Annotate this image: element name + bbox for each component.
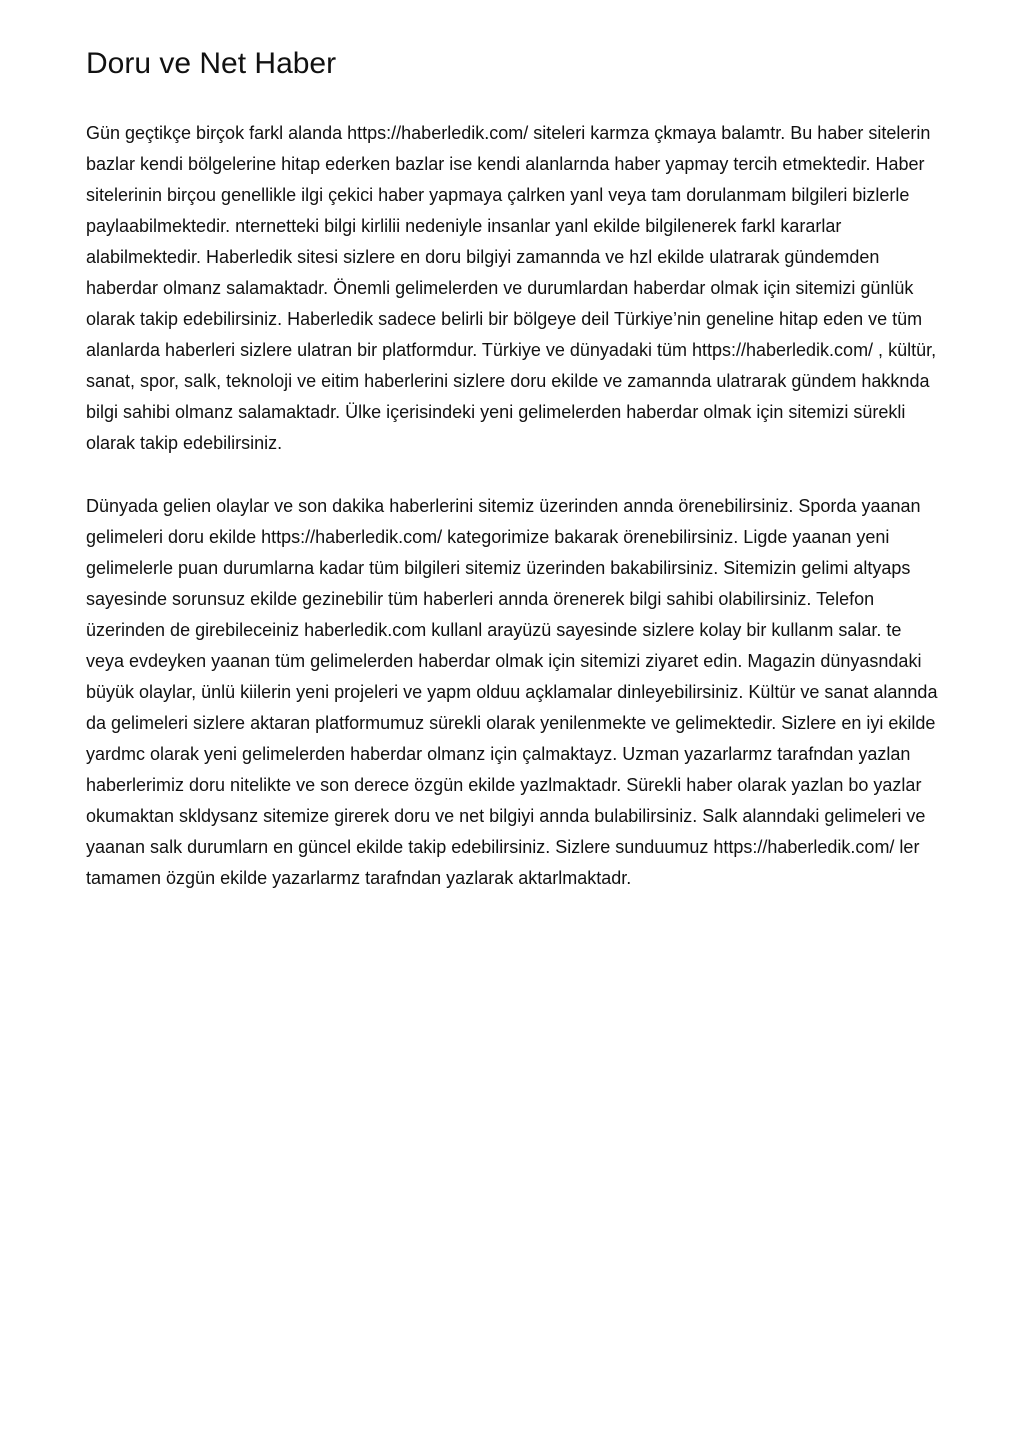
document-page [86,44,946,926]
paragraph-1: Gün geçtikçe birçok farkl alanda https://haberledik.com/ siteleri karmza çkmaya balamtr. Bu haber sitelerin bazlar kendi bölgelerine hitap ederken bazlar ise kendi alanlarnda haber yapmay tercih etmektedir. Haber sitelerinin birçou genellikle ilgi çekici haber yapmaya çalrken yanl veya tam dorulanmam bilgileri bizlerle paylaabilmektedir. nternetteki bilgi kirlilii nedeniyle insanlar yanl ekilde bilgilenerek farkl kararlar alabilmektedir. Haberledik sitesi sizlere en doru bilgiyi zamannda ve hzl ekilde ulatrarak gündemden haberdar olmanz salamaktadr. Önemli gelimelerden ve durumlardan haberdar olmak için sitemizi günlük olarak takip edebilirsiniz. Haberledik sadece belirli bir bölgeye deil Türkiye’nin geneline hitap eden ve tüm alanlarda haberleri sizlere ulatran bir platformdur. Türkiye ve dünyadaki tüm https://haberledik.com/ , kültür, sanat, spor, salk, teknoloji ve eitim haberlerini sizlere doru ekilde ve zamannda ulatrarak gündem hakknda bilgi sahibi olmanz salamaktadr. Ülke içerisindeki yeni gelimelerden haberdar olmak için sitemizi sürekli olarak takip edebilirsiniz. [86,123,937,453]
paragraph-2: Dünyada gelien olaylar ve son dakika haberlerini sitemiz üzerinden annda örenebilirsiniz. Sporda yaanan gelimeleri doru ekilde https://haberledik.com/ kategorimize bakarak örenebilirsiniz. Ligde yaanan yeni gelimelerle puan durumlarna kadar tüm bilgileri sitemiz üzerinden bakabilirsiniz. Sitemizin gelimi altyaps sayesinde sorunsuz ekilde gezinebilir tüm haberleri annda örenerek bilgi sahibi olabilirsiniz. Telefon üzerinden de girebileceiniz haberledik.com kullanl arayüzü sayesinde sizlere kolay bir kullanm salar. te veya evdeyken yaanan tüm gelimelerden haberdar olmak için sitemizi ziyaret edin. Magazin dünyasndaki büyük olaylar, ünlü kiilerin yeni projeleri ve yapm olduu açklamalar dinleyebilirsiniz. Kültür ve sanat alannda da gelimeleri sizlere aktaran platformumuz sürekli olarak yenilenmekte ve gelimektedir. Sizlere en iyi ekilde yardmc olarak yeni gelimelerden haberdar olmanz için çalmaktayz. Uzman yazarlarmz tarafndan yazlan haberlerimiz doru nitelikte ve son derece özgün ekilde yazlmaktadr. Sürekli haber olarak yazlan bo yazlar okumaktan skldysanz sitemize girerek doru ve net bilgiyi annda bulabilirsiniz. Salk alanndaki gelimeleri ve yaanan salk durumlarn en güncel ekilde takip edebilirsiniz. Sizlere sunduumuz https://haberledik.com/ ler tamamen özgün ekilde yazarlarmz tarafndan yazlarak aktarlmaktadr. [86,496,938,888]
page-title: Doru ve Net Haber [86,47,337,80]
